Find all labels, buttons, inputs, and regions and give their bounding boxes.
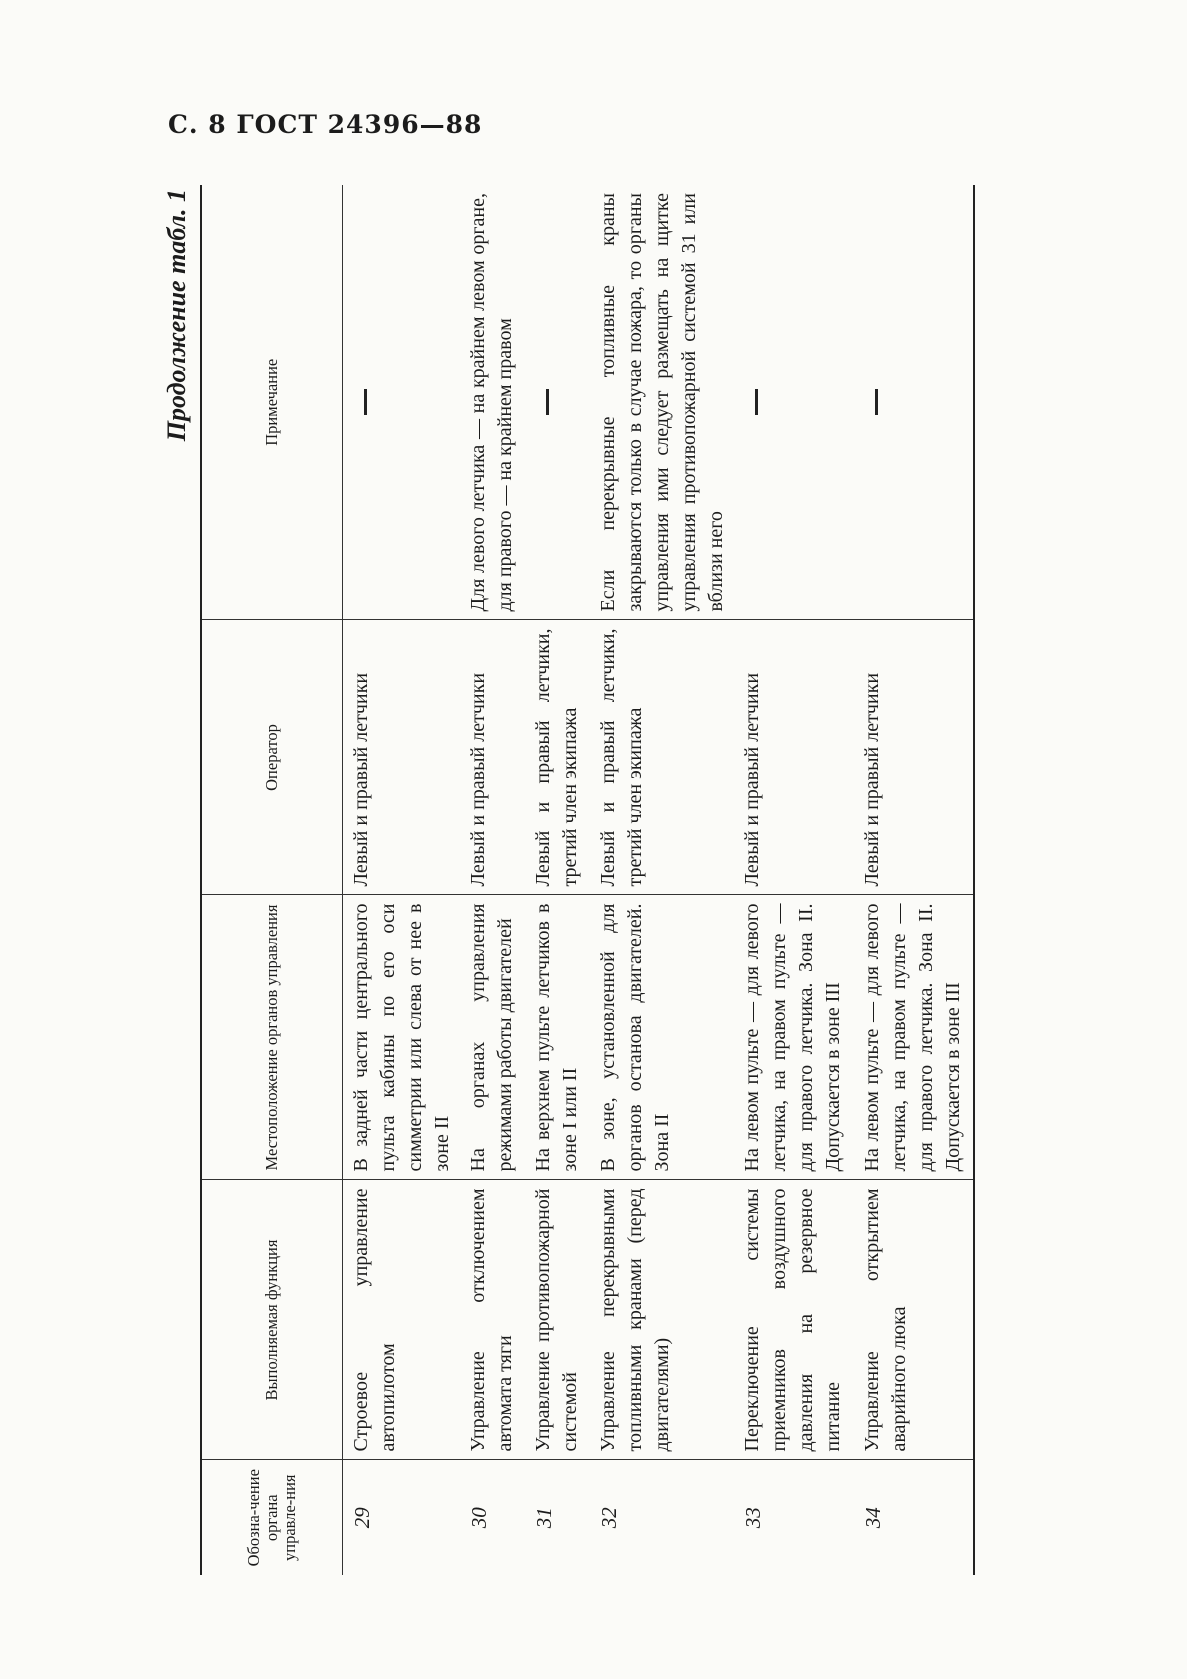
row-function: Переключение системы приемников воздушного давления на резервное питание bbox=[734, 1180, 854, 1460]
row-function: Управление отключением автомата тяги bbox=[460, 1180, 525, 1460]
empty-note-dash bbox=[546, 389, 549, 415]
row-number: 34 bbox=[854, 1460, 974, 1575]
row-function: Управление противопожарной системой bbox=[525, 1180, 590, 1460]
row-location: В задней части центрального пульта кабины по его оси симметрии или слева от нее в зоне II bbox=[343, 895, 461, 1180]
row-operator: Левый и правый летчики bbox=[460, 620, 525, 895]
column-header-location: Местоположение органов управления bbox=[201, 895, 343, 1180]
row-location: На левом пульте — для левого летчика, на правом пульте — для правого летчика. Зона II. Допускается в зоне III bbox=[854, 895, 974, 1180]
empty-note-dash bbox=[755, 389, 758, 415]
header-row bbox=[201, 185, 343, 1575]
row-number: 32 bbox=[590, 1460, 734, 1575]
row-number: 30 bbox=[460, 1460, 525, 1575]
row-operator: Левый и правый летчики bbox=[734, 620, 854, 895]
row-location: В зоне, установленной для органов останова двигателей. Зона II bbox=[590, 895, 734, 1180]
row-operator: Левый и правый летчики, третий член экипажа bbox=[590, 620, 734, 895]
table-row bbox=[525, 185, 590, 1575]
table-row bbox=[590, 185, 734, 1575]
empty-note-dash bbox=[875, 389, 878, 415]
row-function: Строевое управление автопилотом bbox=[343, 1180, 461, 1460]
row-note: Для левого летчика — на крайнем левом органе, для правого — на крайнем правом bbox=[460, 185, 525, 620]
column-header-note: Примечание bbox=[201, 185, 343, 620]
row-note bbox=[734, 185, 854, 620]
table-header bbox=[201, 185, 343, 1575]
row-note: Если перекрывные топливные краны закрываются только в случае пожара, то органы управления ими следует размещать на щитке управления противопожарной системой 31 или вблизи него bbox=[590, 185, 734, 620]
row-location: На левом пульте — для левого летчика, на правом пульте — для правого летчика. Зона II. Допускается в зоне III bbox=[734, 895, 854, 1180]
row-function: Управление открытием аварийного люка bbox=[854, 1180, 974, 1460]
table-row bbox=[343, 185, 461, 1575]
row-operator: Левый и правый летчики, третий член экипажа bbox=[525, 620, 590, 895]
table-row bbox=[460, 185, 525, 1575]
row-operator: Левый и правый летчики bbox=[343, 620, 461, 895]
column-header-operator: Оператор bbox=[201, 620, 343, 895]
page-header: С. 8 ГОСТ 24396—88 bbox=[168, 110, 483, 139]
row-note bbox=[343, 185, 461, 620]
table-row bbox=[854, 185, 974, 1575]
rotated-table-block bbox=[160, 185, 964, 1575]
row-number: 31 bbox=[525, 1460, 590, 1575]
row-location: На верхнем пульте летчиков в зоне I или II bbox=[525, 895, 590, 1180]
row-function: Управление перекрывными топливными кранами (перед двигателями) bbox=[590, 1180, 734, 1460]
column-header-designation: Обозна-чение органа управле-ния bbox=[201, 1460, 343, 1575]
row-note bbox=[854, 185, 974, 620]
table-row bbox=[734, 185, 854, 1575]
row-number: 33 bbox=[734, 1460, 854, 1575]
row-note bbox=[525, 185, 590, 620]
row-location: На органах управления режимами работы двигателей bbox=[460, 895, 525, 1180]
table-caption: Продолжение табл. 1 bbox=[162, 189, 191, 442]
table-body bbox=[343, 185, 975, 1575]
empty-note-dash bbox=[364, 389, 367, 415]
column-header-function: Выполняемая функция bbox=[201, 1180, 343, 1460]
controls-table bbox=[200, 185, 975, 1575]
row-number: 29 bbox=[343, 1460, 461, 1575]
row-operator: Левый и правый летчики bbox=[854, 620, 974, 895]
